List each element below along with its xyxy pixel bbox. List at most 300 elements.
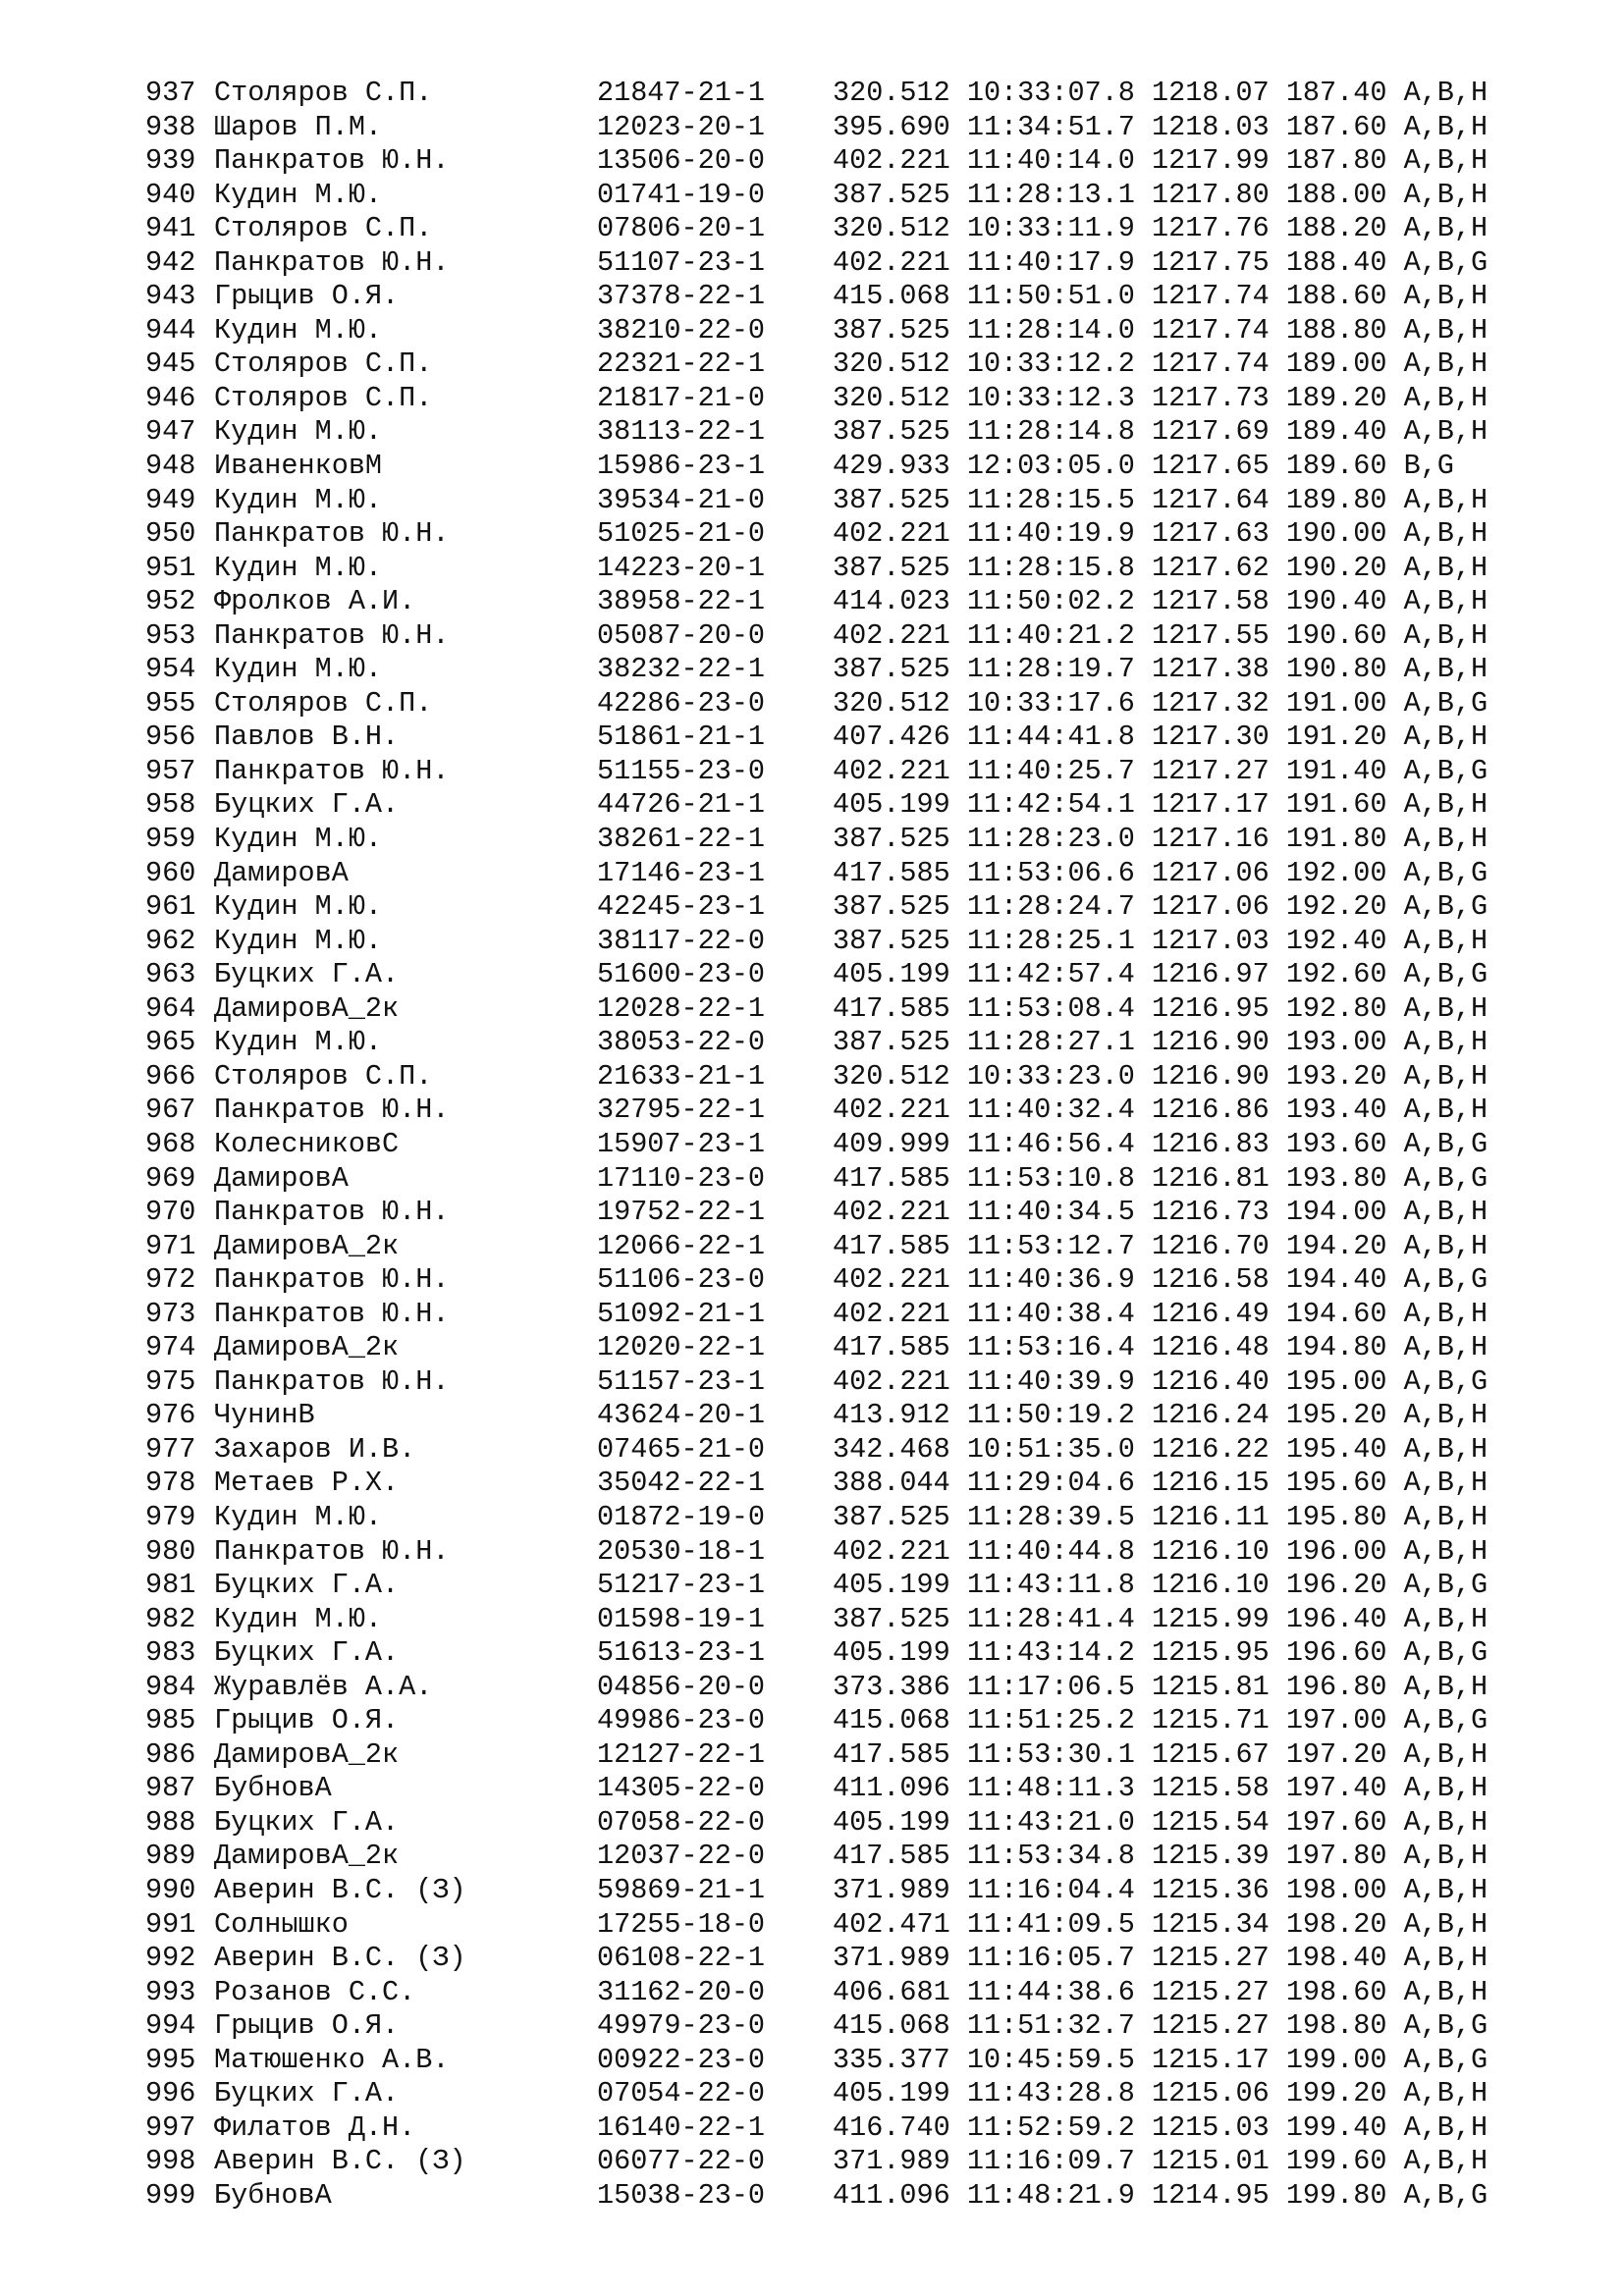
coefficient-value: 188.40: [1285, 245, 1387, 279]
fancier-name: Аверин В.С. (З): [214, 1942, 466, 1975]
category-codes: A,B,H: [1403, 653, 1489, 686]
result-values: [833, 2179, 1488, 2214]
place-number: 962: [145, 924, 196, 957]
arrival-time: 11:51:25.2: [966, 1704, 1135, 1737]
category-codes: A,B,G: [1403, 1263, 1489, 1297]
fancier-name: Столяров С.П.: [214, 686, 433, 720]
result-values: [833, 1603, 1488, 1637]
ring-number: 06108-22-1: [597, 1942, 766, 1975]
arrival-time: 11:40:32.4: [966, 1094, 1135, 1127]
fancier-name: Столяров С.П.: [214, 381, 433, 414]
result-values: [833, 212, 1488, 246]
coefficient-value: 194.40: [1285, 1263, 1387, 1297]
coefficient-value: 199.00: [1285, 2043, 1387, 2076]
speed-value: 1215.01: [1151, 2145, 1270, 2178]
place-number: 970: [145, 1196, 196, 1229]
coefficient-value: 199.20: [1285, 2077, 1387, 2110]
ring-number: 17110-23-0: [597, 1161, 766, 1195]
category-codes: A,B,G: [1403, 1704, 1489, 1737]
speed-value: 1217.32: [1151, 686, 1270, 720]
ring-number: 49979-23-0: [597, 2009, 766, 2043]
place-number: 961: [145, 890, 196, 924]
fancier-name: Панкратов Ю.Н.: [214, 618, 450, 652]
speed-value: 1216.83: [1151, 1127, 1270, 1160]
category-codes: A,B,H: [1403, 1500, 1489, 1533]
speed-value: 1217.06: [1151, 890, 1270, 924]
place-number: 975: [145, 1364, 196, 1398]
category-codes: A,B,H: [1403, 144, 1489, 178]
speed-value: 1217.06: [1151, 856, 1270, 889]
place-number: 960: [145, 856, 196, 889]
distance-value: 405.199: [833, 2077, 950, 2110]
speed-value: 1215.17: [1151, 2043, 1270, 2076]
fancier-name: КолесниковС: [214, 1127, 400, 1160]
place-number: 976: [145, 1399, 196, 1432]
distance-value: 402.471: [833, 1907, 950, 1941]
ring-number: 38958-22-1: [597, 585, 766, 618]
distance-value: 402.221: [833, 1297, 950, 1330]
distance-value: 335.377: [833, 2043, 950, 2076]
coefficient-value: 199.80: [1285, 2178, 1387, 2212]
place-number: 995: [145, 2043, 196, 2076]
coefficient-value: 195.60: [1285, 1467, 1387, 1500]
fancier-name: Кудин М.Ю.: [214, 653, 383, 686]
place-number: 977: [145, 1432, 196, 1466]
fancier-name: Розанов С.С.: [214, 1975, 416, 2008]
fancier-name: Панкратов Ю.Н.: [214, 245, 450, 279]
fancier-name: Буцких Г.А.: [214, 1569, 400, 1602]
result-values: [833, 1501, 1488, 1535]
place-number: 943: [145, 280, 196, 313]
arrival-time: 11:44:41.8: [966, 721, 1135, 754]
distance-value: 402.221: [833, 517, 950, 551]
speed-value: 1215.03: [1151, 2110, 1270, 2144]
speed-value: 1215.27: [1151, 1942, 1270, 1975]
coefficient-value: 194.80: [1285, 1331, 1387, 1364]
result-values: [833, 1433, 1488, 1468]
speed-value: 1216.10: [1151, 1569, 1270, 1602]
result-values: [833, 1569, 1488, 1603]
distance-value: 387.525: [833, 178, 950, 211]
arrival-time: 11:42:54.1: [966, 788, 1135, 822]
fancier-name: Фролков А.И.: [214, 585, 416, 618]
distance-value: 405.199: [833, 1636, 950, 1670]
arrival-time: 10:51:35.0: [966, 1432, 1135, 1466]
category-codes: A,B,H: [1403, 77, 1489, 109]
distance-value: 407.426: [833, 721, 950, 754]
ring-number: 51106-23-0: [597, 1263, 766, 1297]
coefficient-value: 197.60: [1285, 1805, 1387, 1839]
fancier-name: Кудин М.Ю.: [214, 483, 383, 516]
fancier-name: Столяров С.П.: [214, 347, 433, 381]
place-number: 984: [145, 1670, 196, 1703]
speed-value: 1217.55: [1151, 618, 1270, 652]
coefficient-value: 197.20: [1285, 1737, 1387, 1771]
speed-value: 1216.48: [1151, 1331, 1270, 1364]
category-codes: A,B,H: [1403, 517, 1489, 551]
result-values: [833, 1094, 1488, 1128]
speed-value: 1215.36: [1151, 1873, 1270, 1906]
speed-value: 1216.90: [1151, 1026, 1270, 1059]
category-codes: A,B,H: [1403, 1805, 1489, 1839]
result-values: [833, 552, 1488, 586]
category-codes: A,B,H: [1403, 1196, 1489, 1229]
speed-value: 1217.03: [1151, 924, 1270, 957]
coefficient-value: 195.20: [1285, 1399, 1387, 1432]
speed-value: 1218.03: [1151, 110, 1270, 143]
distance-value: 387.525: [833, 653, 950, 686]
ring-number: 21633-21-1: [597, 1059, 766, 1093]
category-codes: A,B,H: [1403, 1297, 1489, 1330]
arrival-time: 11:28:13.1: [966, 178, 1135, 211]
result-values: [833, 1908, 1488, 1943]
category-codes: A,B,H: [1403, 280, 1489, 313]
result-values: [833, 1298, 1488, 1332]
speed-value: 1214.95: [1151, 2178, 1270, 2212]
category-codes: A,B,G: [1403, 686, 1489, 720]
ring-number: 31162-20-0: [597, 1975, 766, 2008]
result-values: [833, 619, 1488, 654]
arrival-time: 11:34:51.7: [966, 110, 1135, 143]
coefficient-value: 189.40: [1285, 415, 1387, 449]
ring-number: 06077-22-0: [597, 2145, 766, 2178]
ring-number: 35042-22-1: [597, 1467, 766, 1500]
coefficient-value: 198.00: [1285, 1873, 1387, 1906]
ring-number: 12066-22-1: [597, 1229, 766, 1262]
speed-value: 1217.73: [1151, 381, 1270, 414]
result-values: [833, 1636, 1488, 1671]
arrival-time: 11:53:08.4: [966, 991, 1135, 1025]
place-number: 983: [145, 1636, 196, 1670]
result-values: [833, 1671, 1488, 1705]
distance-value: 416.740: [833, 2110, 950, 2144]
ring-number: 21847-21-1: [597, 77, 766, 109]
arrival-time: 11:53:12.7: [966, 1229, 1135, 1262]
distance-value: 405.199: [833, 958, 950, 991]
distance-value: 415.068: [833, 280, 950, 313]
ring-number: 12023-20-1: [597, 110, 766, 143]
distance-value: 417.585: [833, 1229, 950, 1262]
result-values: [833, 1128, 1488, 1162]
fancier-name: БубновА: [214, 1772, 332, 1805]
category-codes: A,B,G: [1403, 1364, 1489, 1398]
result-values: [833, 925, 1488, 959]
place-number: 949: [145, 483, 196, 516]
ring-number: 19752-22-1: [597, 1196, 766, 1229]
coefficient-value: 191.80: [1285, 823, 1387, 856]
ring-number: 16140-22-1: [597, 2110, 766, 2144]
distance-value: 402.221: [833, 245, 950, 279]
place-number: 972: [145, 1263, 196, 1297]
ring-number: 17255-18-0: [597, 1907, 766, 1941]
result-values: [833, 1196, 1488, 1230]
ring-number: 59869-21-1: [597, 1873, 766, 1906]
coefficient-value: 189.60: [1285, 450, 1387, 483]
coefficient-value: 198.80: [1285, 2009, 1387, 2043]
fancier-name: Грыцив О.Я.: [214, 280, 400, 313]
arrival-time: 11:28:14.8: [966, 415, 1135, 449]
fancier-name: Панкратов Ю.Н.: [214, 1534, 450, 1568]
coefficient-value: 190.40: [1285, 585, 1387, 618]
arrival-time: 11:40:44.8: [966, 1534, 1135, 1568]
ring-number: 13506-20-0: [597, 144, 766, 178]
category-codes: A,B,H: [1403, 618, 1489, 652]
coefficient-value: 197.00: [1285, 1704, 1387, 1737]
place-number: 973: [145, 1297, 196, 1330]
arrival-time: 11:40:34.5: [966, 1196, 1135, 1229]
fancier-name: Панкратов Ю.Н.: [214, 1364, 450, 1398]
ring-number: 01872-19-0: [597, 1500, 766, 1533]
coefficient-value: 192.20: [1285, 890, 1387, 924]
fancier-name: Буцких Г.А.: [214, 1805, 400, 1839]
fancier-name: ДамировА_2к: [214, 1229, 400, 1262]
place-number: 990: [145, 1873, 196, 1906]
ring-number: 38261-22-1: [597, 823, 766, 856]
distance-value: 417.585: [833, 1840, 950, 1873]
distance-value: 402.221: [833, 1196, 950, 1229]
category-codes: A,B,H: [1403, 585, 1489, 618]
distance-value: 402.221: [833, 1364, 950, 1398]
fancier-name: Грыцив О.Я.: [214, 2009, 400, 2043]
place-number: 978: [145, 1467, 196, 1500]
distance-value: 395.690: [833, 110, 950, 143]
result-values: [833, 721, 1488, 755]
speed-value: 1215.67: [1151, 1737, 1270, 1771]
ring-number: 00922-23-0: [597, 2043, 766, 2076]
arrival-time: 11:28:24.7: [966, 890, 1135, 924]
arrival-time: 11:48:11.3: [966, 1772, 1135, 1805]
category-codes: A,B,G: [1403, 754, 1489, 787]
distance-value: 320.512: [833, 381, 950, 414]
result-values: [833, 1331, 1488, 1365]
arrival-time: 11:53:06.6: [966, 856, 1135, 889]
distance-value: 413.912: [833, 1399, 950, 1432]
fancier-name: ДамировА: [214, 1161, 349, 1195]
place-number: 982: [145, 1602, 196, 1635]
arrival-time: 11:46:56.4: [966, 1127, 1135, 1160]
ring-number: 01741-19-0: [597, 178, 766, 211]
arrival-time: 11:42:57.4: [966, 958, 1135, 991]
distance-value: 320.512: [833, 1059, 950, 1093]
distance-value: 409.999: [833, 1127, 950, 1160]
category-codes: A,B,H: [1403, 1975, 1489, 2008]
category-codes: A,B,H: [1403, 823, 1489, 856]
place-number: 979: [145, 1500, 196, 1533]
coefficient-value: 199.40: [1285, 2110, 1387, 2144]
place-number: 942: [145, 245, 196, 279]
speed-value: 1215.54: [1151, 1805, 1270, 1839]
fancier-name: Панкратов Ю.Н.: [214, 1094, 450, 1127]
result-values: [833, 1806, 1488, 1841]
distance-value: 411.096: [833, 2178, 950, 2212]
fancier-name: Шаров П.М.: [214, 110, 383, 143]
ring-number: 21817-21-0: [597, 381, 766, 414]
arrival-time: 11:40:38.4: [966, 1297, 1135, 1330]
place-number: 937: [145, 77, 196, 109]
place-number: 941: [145, 212, 196, 245]
place-number: 969: [145, 1161, 196, 1195]
result-values: [833, 1026, 1488, 1060]
fancier-name: Столяров С.П.: [214, 1059, 433, 1093]
distance-value: 402.221: [833, 1263, 950, 1297]
arrival-time: 11:53:16.4: [966, 1331, 1135, 1364]
place-number: 953: [145, 618, 196, 652]
category-codes: A,B,H: [1403, 1737, 1489, 1771]
arrival-time: 10:33:12.2: [966, 347, 1135, 381]
result-values: [833, 246, 1488, 281]
result-values: [833, 1874, 1488, 1908]
place-number: 958: [145, 788, 196, 822]
place-number: 985: [145, 1704, 196, 1737]
fancier-name: Столяров С.П.: [214, 77, 433, 109]
category-codes: A,B,H: [1403, 483, 1489, 516]
coefficient-value: 199.60: [1285, 2145, 1387, 2178]
ring-number: 14223-20-1: [597, 551, 766, 584]
arrival-time: 11:28:15.8: [966, 551, 1135, 584]
speed-value: 1216.73: [1151, 1196, 1270, 1229]
speed-value: 1215.95: [1151, 1636, 1270, 1670]
category-codes: A,B,H: [1403, 1026, 1489, 1059]
result-values: [833, 179, 1488, 213]
result-values: [833, 280, 1488, 314]
arrival-time: 10:33:17.6: [966, 686, 1135, 720]
place-number: 968: [145, 1127, 196, 1160]
arrival-time: 11:50:02.2: [966, 585, 1135, 618]
category-codes: A,B,H: [1403, 381, 1489, 414]
arrival-time: 11:28:19.7: [966, 653, 1135, 686]
category-codes: A,B,H: [1403, 2110, 1489, 2144]
place-number: 965: [145, 1026, 196, 1059]
ring-number: 05087-20-0: [597, 618, 766, 652]
category-codes: A,B,G: [1403, 2009, 1489, 2043]
ring-number: 07054-22-0: [597, 2077, 766, 2110]
result-values: [833, 890, 1488, 925]
category-codes: A,B,H: [1403, 1467, 1489, 1500]
place-number: 964: [145, 991, 196, 1025]
arrival-time: 11:52:59.2: [966, 2110, 1135, 2144]
place-number: 997: [145, 2110, 196, 2144]
ring-number: 51600-23-0: [597, 958, 766, 991]
distance-value: 387.525: [833, 1026, 950, 1059]
speed-value: 1217.16: [1151, 823, 1270, 856]
coefficient-value: 188.00: [1285, 178, 1387, 211]
ring-number: 42245-23-1: [597, 890, 766, 924]
distance-value: 320.512: [833, 347, 950, 381]
arrival-time: 10:33:23.0: [966, 1059, 1135, 1093]
result-values: [833, 653, 1488, 687]
ring-number: 32795-22-1: [597, 1094, 766, 1127]
arrival-time: 11:28:15.5: [966, 483, 1135, 516]
ring-number: 51157-23-1: [597, 1364, 766, 1398]
distance-value: 387.525: [833, 823, 950, 856]
place-number: 996: [145, 2077, 196, 2110]
ring-number: 22321-22-1: [597, 347, 766, 381]
category-codes: A,B,H: [1403, 347, 1489, 381]
fancier-name: Метаев Р.Х.: [214, 1467, 400, 1500]
result-values: [833, 1467, 1488, 1501]
distance-value: 405.199: [833, 1569, 950, 1602]
place-number: 945: [145, 347, 196, 381]
place-number: 948: [145, 450, 196, 483]
fancier-name: Солнышко: [214, 1907, 349, 1941]
arrival-time: 11:53:30.1: [966, 1737, 1135, 1771]
category-codes: A,B,H: [1403, 212, 1489, 245]
speed-value: 1217.27: [1151, 754, 1270, 787]
speed-value: 1217.76: [1151, 212, 1270, 245]
place-number: 999: [145, 2178, 196, 2212]
arrival-time: 11:53:34.8: [966, 1840, 1135, 1873]
fancier-name: Буцких Г.А.: [214, 788, 400, 822]
fancier-name: ДамировА_2к: [214, 1737, 400, 1771]
arrival-time: 10:33:11.9: [966, 212, 1135, 245]
speed-value: 1217.17: [1151, 788, 1270, 822]
coefficient-value: 197.80: [1285, 1840, 1387, 1873]
coefficient-value: 187.80: [1285, 144, 1387, 178]
result-values: [833, 2044, 1488, 2078]
coefficient-value: 190.20: [1285, 551, 1387, 584]
arrival-time: 11:28:14.0: [966, 313, 1135, 347]
ring-number: 14305-22-0: [597, 1772, 766, 1805]
category-codes: A,B,H: [1403, 1840, 1489, 1873]
speed-value: 1217.64: [1151, 483, 1270, 516]
ring-number: 37378-22-1: [597, 280, 766, 313]
category-codes: B,G: [1403, 450, 1454, 483]
result-values: [833, 1738, 1488, 1773]
speed-value: 1217.99: [1151, 144, 1270, 178]
ring-number: 12020-22-1: [597, 1331, 766, 1364]
fancier-name: Кудин М.Ю.: [214, 823, 383, 856]
category-codes: A,B,G: [1403, 958, 1489, 991]
result-values: [833, 788, 1488, 823]
place-number: 991: [145, 1907, 196, 1941]
ring-number: 07806-20-1: [597, 212, 766, 245]
speed-value: 1217.38: [1151, 653, 1270, 686]
coefficient-value: 196.80: [1285, 1670, 1387, 1703]
category-codes: A,B,H: [1403, 1942, 1489, 1975]
distance-value: 320.512: [833, 77, 950, 109]
distance-value: 415.068: [833, 1704, 950, 1737]
arrival-time: 11:50:19.2: [966, 1399, 1135, 1432]
distance-value: 387.525: [833, 924, 950, 957]
speed-value: 1215.27: [1151, 2009, 1270, 2043]
result-values: [833, 415, 1488, 450]
place-number: 963: [145, 958, 196, 991]
coefficient-value: 191.60: [1285, 788, 1387, 822]
result-values: [833, 450, 1454, 484]
arrival-time: 11:16:09.7: [966, 2145, 1135, 2178]
result-values: [833, 823, 1488, 857]
fancier-name: ДамировА: [214, 856, 349, 889]
arrival-time: 11:16:04.4: [966, 1873, 1135, 1906]
distance-value: 415.068: [833, 2009, 950, 2043]
category-codes: A,B,H: [1403, 2145, 1489, 2178]
coefficient-value: 193.40: [1285, 1094, 1387, 1127]
distance-value: 402.221: [833, 144, 950, 178]
fancier-name: Матюшенко А.В.: [214, 2043, 450, 2076]
speed-value: 1216.22: [1151, 1432, 1270, 1466]
ring-number: 51107-23-1: [597, 245, 766, 279]
arrival-time: 11:17:06.5: [966, 1670, 1135, 1703]
place-number: 955: [145, 686, 196, 720]
speed-value: 1216.24: [1151, 1399, 1270, 1432]
arrival-time: 11:43:28.8: [966, 2077, 1135, 2110]
ring-number: 12127-22-1: [597, 1737, 766, 1771]
arrival-time: 11:40:36.9: [966, 1263, 1135, 1297]
arrival-time: 11:40:14.0: [966, 144, 1135, 178]
speed-value: 1216.95: [1151, 991, 1270, 1025]
place-number: 993: [145, 1975, 196, 2008]
place-number: 940: [145, 178, 196, 211]
